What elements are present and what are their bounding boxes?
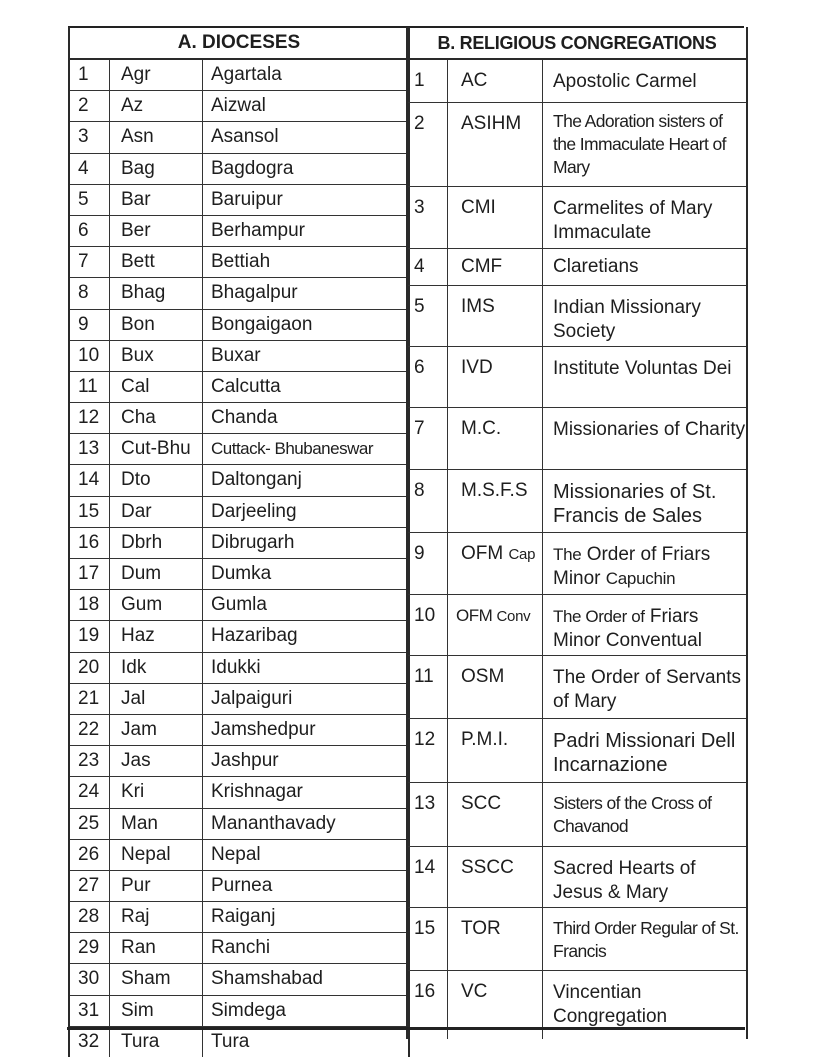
row-number: 12: [70, 403, 110, 433]
row-name: The Order of Servants of Mary: [553, 667, 741, 712]
row-number: 11: [408, 656, 448, 718]
row-abbreviation: [448, 533, 543, 594]
row-abbreviation: Bag: [110, 154, 203, 184]
row-abbreviation: P.M.I.: [448, 719, 543, 782]
row-abbreviation: Gum: [110, 590, 203, 620]
row-abbreviation: Haz: [110, 621, 203, 651]
row-name: Buxar: [211, 344, 261, 366]
table-row: [70, 653, 408, 684]
row-abbreviation: Cut-Bhu: [110, 434, 203, 464]
table-row: [70, 372, 408, 403]
row-abbreviation: OSM: [448, 656, 543, 718]
table-row: [70, 122, 408, 153]
row-name: Ranchi: [211, 937, 271, 959]
table-row: [408, 249, 746, 286]
row-abbreviation: Dbrh: [110, 528, 203, 558]
table-row: [408, 719, 746, 783]
row-number: 27: [70, 871, 110, 901]
row-abbreviation: Az: [110, 91, 203, 121]
row-abbreviation: Asn: [110, 122, 203, 152]
table-row: [70, 1027, 408, 1057]
table-row: [70, 154, 408, 185]
row-name: Claretians: [553, 256, 639, 277]
row-number: 28: [70, 902, 110, 932]
table-row: [70, 964, 408, 995]
table-row: [70, 341, 408, 372]
table-row: [70, 497, 408, 528]
row-name: Bettiah: [211, 251, 271, 273]
row-number: 32: [70, 1027, 110, 1057]
table-row: [408, 908, 746, 971]
row-name: Krishnagar: [211, 781, 303, 803]
row-abbreviation: VC: [448, 971, 543, 1039]
congregations-body: [408, 60, 746, 1039]
row-number: 1: [70, 60, 110, 90]
row-name: Gumla: [211, 594, 267, 616]
row-name: Chanda: [211, 407, 278, 429]
row-number: 6: [70, 216, 110, 246]
table-row: [70, 403, 408, 434]
row-name: Bhagalpur: [211, 282, 298, 304]
row-abbreviation: Ber: [110, 216, 203, 246]
table-row: [70, 91, 408, 122]
row-name: Cuttack- Bhubaneswar: [211, 439, 373, 459]
row-name: Sacred Hearts of Jesus & Mary: [553, 858, 696, 903]
table-row: [70, 840, 408, 871]
name-suffix: Capuchin: [605, 569, 676, 588]
table-row: [70, 216, 408, 247]
row-abbreviation: M.C.: [448, 408, 543, 469]
row-name: Dibrugarh: [211, 531, 295, 553]
row-abbreviation: Sim: [110, 996, 203, 1026]
table-row: [70, 871, 408, 902]
row-abbreviation: Dum: [110, 559, 203, 589]
abbr-main: OFM: [461, 543, 504, 564]
bottom-rule: [67, 1027, 745, 1030]
row-number: 6: [408, 347, 448, 407]
row-number: 10: [70, 341, 110, 371]
row-number: 5: [70, 185, 110, 215]
row-abbreviation: IMS: [448, 286, 543, 346]
row-name: Hazaribag: [211, 625, 298, 647]
table-row: [408, 347, 746, 408]
row-abbreviation: CMI: [448, 187, 543, 248]
table-row: [70, 60, 408, 91]
row-name: Dumka: [211, 563, 272, 584]
row-name: Missionaries of St. Francis de Sales: [553, 481, 717, 527]
row-number: 3: [70, 122, 110, 152]
row-abbreviation: Bhag: [110, 278, 203, 308]
row-abbreviation: CMF: [448, 249, 543, 285]
row-name: Baruipur: [211, 188, 283, 210]
table-row: [408, 286, 746, 347]
table-row: [70, 590, 408, 621]
row-abbreviation: Bux: [110, 341, 203, 371]
row-name: Mananthavady: [211, 812, 336, 834]
row-abbreviation: Jas: [110, 746, 203, 776]
row-name: Berhampur: [211, 219, 305, 241]
row-number: 25: [70, 809, 110, 839]
row-number: 13: [70, 434, 110, 464]
row-abbreviation: TOR: [448, 908, 543, 970]
row-name: Jashpur: [211, 750, 279, 772]
row-abbreviation: Idk: [110, 653, 203, 683]
table-row: [408, 783, 746, 847]
row-abbreviation: Man: [110, 809, 203, 839]
abbr-suffix: Cap: [508, 546, 536, 563]
row-name: Simdega: [211, 999, 286, 1021]
dioceses-table: [68, 27, 410, 1057]
table-row: [70, 278, 408, 309]
row-number: 2: [408, 103, 448, 186]
table-row: [70, 746, 408, 777]
row-name: Apostolic Carmel: [553, 71, 697, 92]
row-abbreviation: Cal: [110, 372, 203, 402]
name-prefix: The: [553, 545, 582, 564]
row-abbreviation: Raj: [110, 902, 203, 932]
row-name: Indian Missionary Society: [553, 297, 701, 342]
row-name: [543, 533, 746, 594]
table-row: [70, 185, 408, 216]
row-name: Idukki: [211, 656, 261, 678]
row-abbreviation: Bett: [110, 247, 203, 277]
row-name: Nepal: [211, 843, 261, 865]
table-row: [70, 777, 408, 808]
row-abbreviation: M.S.F.S: [448, 470, 543, 532]
row-name: Third Order Regular of St. Francis: [553, 918, 739, 961]
table-row: [70, 684, 408, 715]
row-number: 3: [408, 187, 448, 248]
row-abbreviation: Bar: [110, 185, 203, 215]
row-number: 20: [70, 653, 110, 683]
row-name: Agartala: [211, 64, 282, 85]
row-number: 4: [70, 154, 110, 184]
row-number: 15: [408, 908, 448, 970]
congregations-table: [406, 27, 748, 1039]
row-name: Darjeeling: [211, 500, 297, 522]
row-number: 16: [70, 528, 110, 558]
row-abbreviation: IVD: [448, 347, 543, 407]
abbr-suffix: Conv: [496, 608, 531, 625]
row-number: 13: [408, 783, 448, 846]
row-number: 24: [70, 777, 110, 807]
table-row: [70, 247, 408, 278]
row-number: 30: [70, 964, 110, 994]
row-abbreviation: Cha: [110, 403, 203, 433]
row-name: Bagdogra: [211, 157, 294, 179]
row-number: 10: [408, 595, 448, 655]
row-number: 8: [70, 278, 110, 308]
table-row: [70, 809, 408, 840]
row-number: 18: [70, 590, 110, 620]
row-abbreviation: [448, 595, 543, 655]
row-name: Carmelites of Mary Immaculate: [553, 198, 713, 243]
row-abbreviation: SSCC: [448, 847, 543, 907]
table-row: [70, 434, 408, 465]
row-name: Padri Missionari Dell Incarnazione: [553, 730, 736, 776]
row-abbreviation: Jam: [110, 715, 203, 745]
table-row: [408, 656, 746, 719]
row-number: 26: [70, 840, 110, 870]
row-abbreviation: Sham: [110, 964, 203, 994]
row-name: Sisters of the Cross of Chavanod: [553, 793, 712, 836]
row-abbreviation: Kri: [110, 777, 203, 807]
row-number: 14: [70, 465, 110, 495]
row-name: Vincentian Congregation: [553, 982, 668, 1027]
row-number: 2: [70, 91, 110, 121]
table-row: [408, 408, 746, 470]
row-abbreviation: ASIHM: [448, 103, 543, 186]
row-number: 14: [408, 847, 448, 907]
name-main: Order of Friars Minor: [553, 544, 711, 589]
row-abbreviation: Bon: [110, 310, 203, 340]
row-number: 19: [70, 621, 110, 651]
row-number: 21: [70, 684, 110, 714]
row-number: 5: [408, 286, 448, 346]
row-number: 1: [408, 60, 448, 102]
table-row: [70, 996, 408, 1027]
row-name: Asansol: [211, 126, 279, 148]
table-row: [70, 621, 408, 652]
table-row: [70, 933, 408, 964]
row-name: Aizwal: [211, 95, 266, 117]
table-row: [70, 559, 408, 590]
row-abbreviation: Dto: [110, 465, 203, 495]
row-number: 15: [70, 497, 110, 527]
row-abbreviation: Pur: [110, 871, 203, 901]
row-name: Daltonganj: [211, 469, 302, 491]
row-abbreviation: Nepal: [110, 840, 203, 870]
abbr-main: OFM: [456, 606, 493, 625]
dioceses-body: [70, 60, 408, 1057]
row-name: Bongaigaon: [211, 313, 313, 335]
row-number: 4: [408, 249, 448, 285]
table-row: [408, 470, 746, 533]
row-abbreviation: AC: [448, 60, 543, 102]
row-number: 12: [408, 719, 448, 782]
row-number: 7: [70, 247, 110, 277]
row-name: Shamshabad: [211, 968, 323, 990]
row-name: Raiganj: [211, 906, 276, 928]
row-number: 17: [70, 559, 110, 589]
row-number: 23: [70, 746, 110, 776]
table-row: [70, 528, 408, 559]
table-row: [70, 310, 408, 341]
row-number: 8: [408, 470, 448, 532]
name-main: Friars Minor Conventual: [553, 606, 702, 651]
row-number: 9: [408, 533, 448, 594]
table-row: [70, 715, 408, 746]
table-row: [408, 60, 746, 103]
row-number: 29: [70, 933, 110, 963]
name-prefix: The Order of: [553, 607, 645, 626]
row-name: Institute Voluntas Dei: [553, 358, 732, 379]
row-name: Jamshedpur: [211, 718, 316, 740]
row-abbreviation: Jal: [110, 684, 203, 714]
row-abbreviation: Dar: [110, 497, 203, 527]
row-name: Tura: [211, 1030, 250, 1052]
table-row: [408, 187, 746, 249]
table-row: [70, 465, 408, 496]
row-number: 7: [408, 408, 448, 469]
table-row: [408, 103, 746, 187]
row-name: The Adoration sisters of the Immaculate Heart of Mary: [553, 111, 726, 177]
row-number: 22: [70, 715, 110, 745]
row-name: Purnea: [211, 874, 273, 896]
row-number: 31: [70, 996, 110, 1026]
row-abbreviation: Agr: [110, 60, 203, 90]
table-row: [408, 847, 746, 908]
row-number: 9: [70, 310, 110, 340]
row-number: 16: [408, 971, 448, 1039]
table-row: [408, 533, 746, 595]
row-number: 11: [70, 372, 110, 402]
table-row: [408, 595, 746, 656]
row-abbreviation: Ran: [110, 933, 203, 963]
row-name: Calcutta: [211, 375, 281, 397]
row-abbreviation: SCC: [448, 783, 543, 846]
row-name: Missionaries of Charity: [553, 419, 746, 440]
congregations-heading: B. RELIGIOUS CONGREGATIONS: [408, 27, 746, 60]
table-row: [70, 902, 408, 933]
row-name: [543, 595, 746, 655]
row-abbreviation: Tura: [110, 1027, 203, 1057]
dioceses-heading: A. DIOCESES: [70, 27, 408, 60]
row-name: Jalpaiguri: [211, 687, 293, 709]
